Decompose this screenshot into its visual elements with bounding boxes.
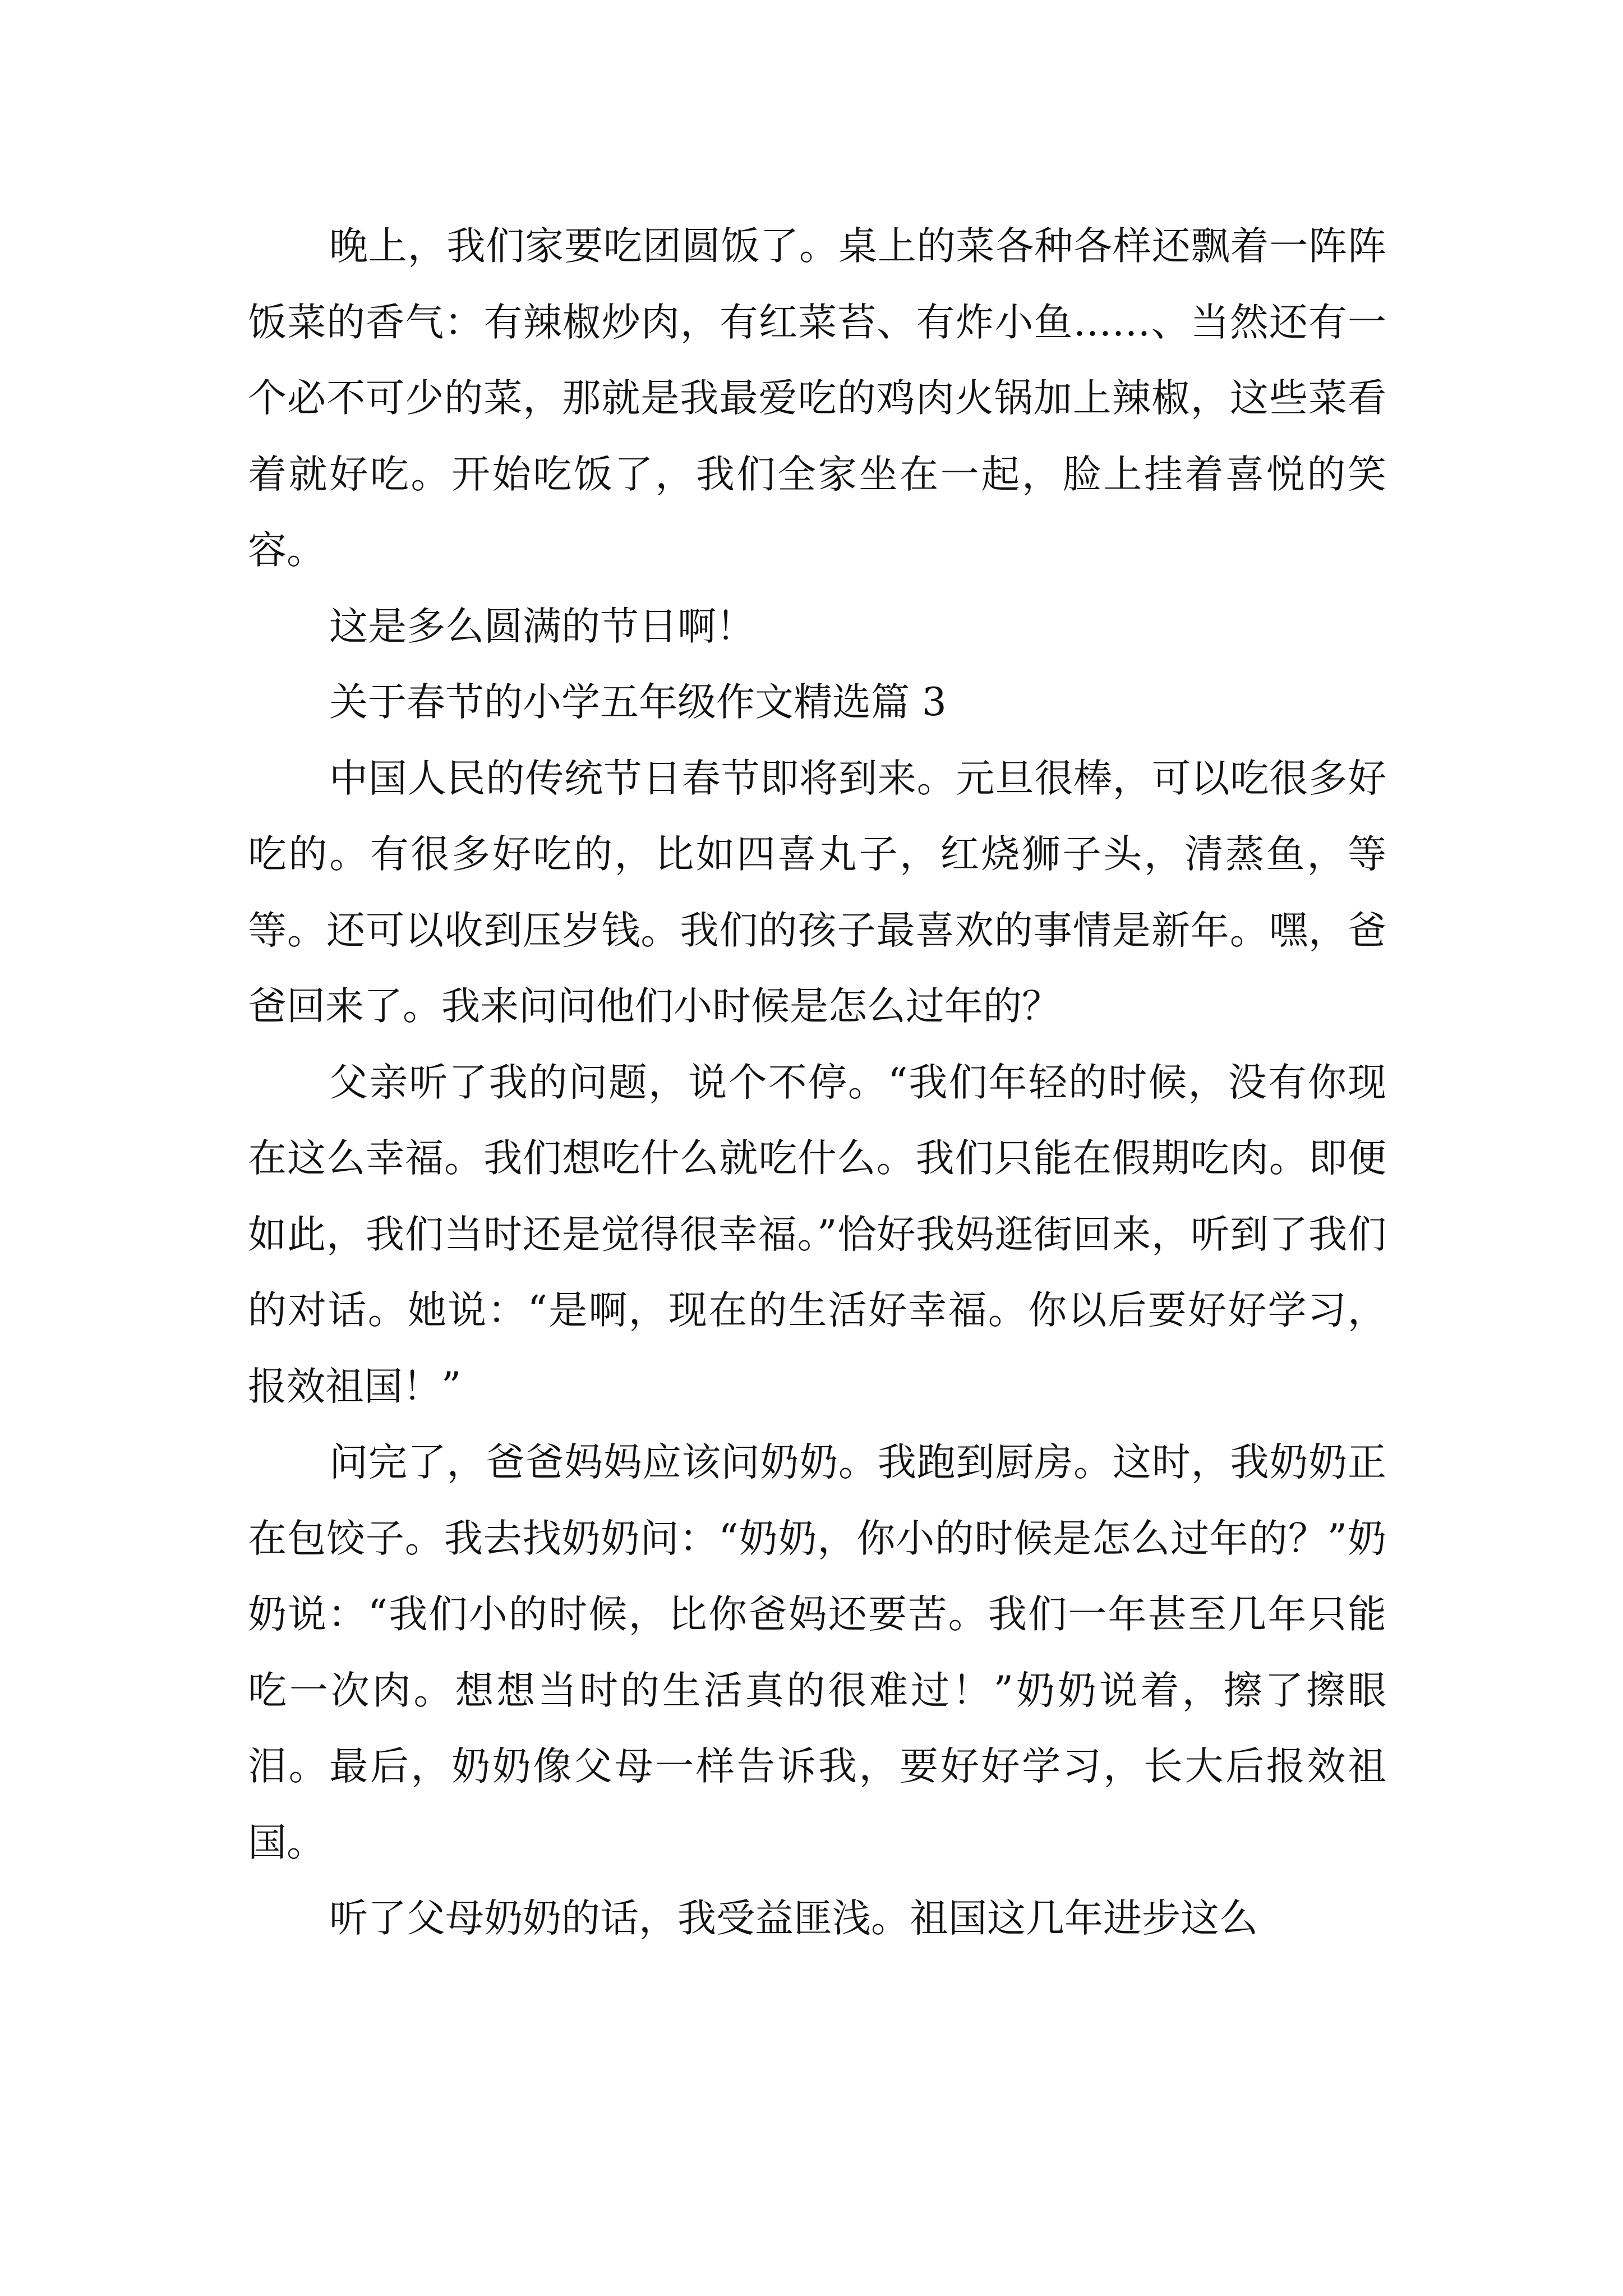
paragraph-reunion-dinner: 晚上，我们家要吃团圆饭了。桌上的菜各种各样还飘着一阵阵饭菜的香气：有辣椒炒肉，有红菜苔、有炸小鱼……、当然还有一个必不可少的菜，那就是我最爱吃的鸡肉火锅加上辣椒，这些菜看着就好吃。开始吃饭了，我们全家坐在一起，脸上挂着喜悦的笑容。 xyxy=(248,224,1386,573)
document-body xyxy=(248,209,1386,1957)
paragraph-father-story: 父亲听了我的问题，说个不停。“我们年轻的时候，没有你现在这么幸福。我们想吃什么就吃什么。我们只能在假期吃肉。即便如此，我们当时还是觉得很幸福。”恰好我妈逛街回来，听到了我们的对话。她说：“是啊，现在的生活好幸福。你以后要好好学习，报效祖国！” xyxy=(248,1060,1386,1409)
paragraph-grandma-story: 问完了，爸爸妈妈应该问奶奶。我跑到厨房。这时，我奶奶正在包饺子。我去找奶奶问：“奶奶，你小的时候是怎么过年的？”奶奶说：“我们小的时候，比你爸妈还要苦。我们一年甚至几年只能吃一次肉。想想当时的生活真的很难过！”奶奶说着，擦了擦眼泪。最后，奶奶像父母一样告诉我，要好好学习，长大后报效祖国。 xyxy=(248,1440,1386,1865)
paragraph-exclamation: 这是多么圆满的节日啊！ xyxy=(329,604,755,649)
paragraph-spring-festival-intro: 中国人民的传统节日春节即将到来。元旦很棒，可以吃很多好吃的。有很多好吃的，比如四喜丸子，红烧狮子头，清蒸鱼，等等。还可以收到压岁钱。我们的孩子最喜欢的事情是新年。嘿，爸爸回来了。我来问问他们小时候是怎么过年的？ xyxy=(248,756,1386,1029)
section-title: 关于春节的小学五年级作文精选篇 3 xyxy=(329,680,947,725)
paragraph-reflection: 听了父母奶奶的话，我受益匪浅。祖国这几年进步这么 xyxy=(329,1896,1258,1941)
